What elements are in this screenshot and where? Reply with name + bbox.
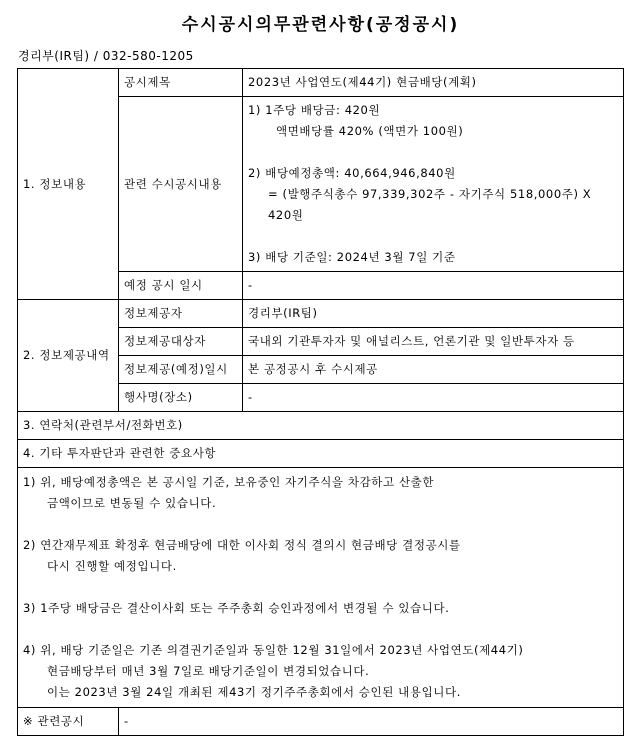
disclosure-table bbox=[17, 68, 624, 736]
target-value: 국내외 기관투자자 및 애널리스트, 언론기관 및 일반투자자 등 bbox=[243, 328, 624, 356]
related-label: 관련 수시공시내용 bbox=[119, 97, 243, 272]
subject-label: 공시제목 bbox=[119, 69, 243, 97]
table-row bbox=[18, 468, 624, 708]
blank-line bbox=[23, 619, 618, 640]
table-row bbox=[18, 412, 624, 440]
target-label: 정보제공대상자 bbox=[119, 328, 243, 356]
section2-label: 2. 정보제공내역 bbox=[18, 300, 119, 412]
blank-line bbox=[23, 577, 618, 598]
blank-line bbox=[248, 226, 618, 247]
note-line: 이는 2023년 3월 24일 개최된 제43기 정기주주총회에서 승인된 내용입니다. bbox=[47, 685, 461, 699]
note-line: 현금배당부터 매년 3월 7일로 배당기준일이 변경되었습니다. bbox=[47, 664, 370, 678]
note-line: 금액이므로 변동될 수 있습니다. bbox=[47, 496, 217, 510]
footer-value: - bbox=[119, 708, 624, 736]
related-line: 1) 1주당 배당금: 420원 bbox=[248, 103, 381, 117]
provider-label: 정보제공자 bbox=[119, 300, 243, 328]
event-value: - bbox=[243, 384, 624, 412]
section1-label: 1. 정보내용 bbox=[18, 69, 119, 300]
note-line: 1) 위, 배당예정총액은 본 공시일 기준, 보유중인 자기주식을 차감하고 산출한 bbox=[23, 475, 435, 489]
notes-content bbox=[18, 468, 624, 708]
note-line: 2) 연간재무제표 확정후 현금배당에 대한 이사회 정식 결의시 현금배당 결정공시를 bbox=[23, 538, 461, 552]
note-line: 4) 위, 배당 기준일은 기존 의결권기준일과 동일한 12월 31일에서 2023년 사업연도(제44기) bbox=[23, 643, 524, 657]
related-content bbox=[243, 97, 624, 272]
footer-label: ※ 관련공시 bbox=[18, 708, 119, 736]
related-line: 2) 배당예정총액: 40,664,946,840원 bbox=[248, 166, 456, 180]
table-row bbox=[18, 69, 624, 97]
blank-line bbox=[248, 142, 618, 163]
related-line: 3) 배당 기준일: 2024년 3월 7일 기준 bbox=[248, 250, 456, 264]
scheduled-value: - bbox=[243, 272, 624, 300]
event-label: 행사명(장소) bbox=[119, 384, 243, 412]
table-row bbox=[18, 300, 624, 328]
contact-line: 경리부(IR팀) / 032-580-1205 bbox=[18, 49, 194, 63]
related-line: 액면배당률 420% (액면가 100원) bbox=[276, 124, 464, 138]
provider-value: 경리부(IR팀) bbox=[243, 300, 624, 328]
note-line: 3) 1주당 배당금은 결산이사회 또는 주주총회 승인과정에서 변경될 수 있습니다. bbox=[23, 601, 450, 615]
date-label: 정보제공(예정)일시 bbox=[119, 356, 243, 384]
note-line: 다시 진행할 예정입니다. bbox=[47, 559, 177, 573]
table-row bbox=[18, 708, 624, 736]
subject-value: 2023년 사업연도(제44기) 현금배당(계획) bbox=[243, 69, 624, 97]
date-value: 본 공정공시 후 수시제공 bbox=[243, 356, 624, 384]
document-title: 수시공시의무관련사항(공정공시) bbox=[181, 15, 460, 35]
table-row bbox=[18, 440, 624, 468]
section3-label: 3. 연락처(관련부서/전화번호) bbox=[18, 412, 624, 440]
scheduled-label: 예정 공시 일시 bbox=[119, 272, 243, 300]
section4-label: 4. 기타 투자판단과 관련한 중요사항 bbox=[18, 440, 624, 468]
related-line: = (발행주식총수 97,339,302주 - 자기주식 518,000주) X 420원 bbox=[268, 187, 596, 222]
blank-line bbox=[23, 514, 618, 535]
